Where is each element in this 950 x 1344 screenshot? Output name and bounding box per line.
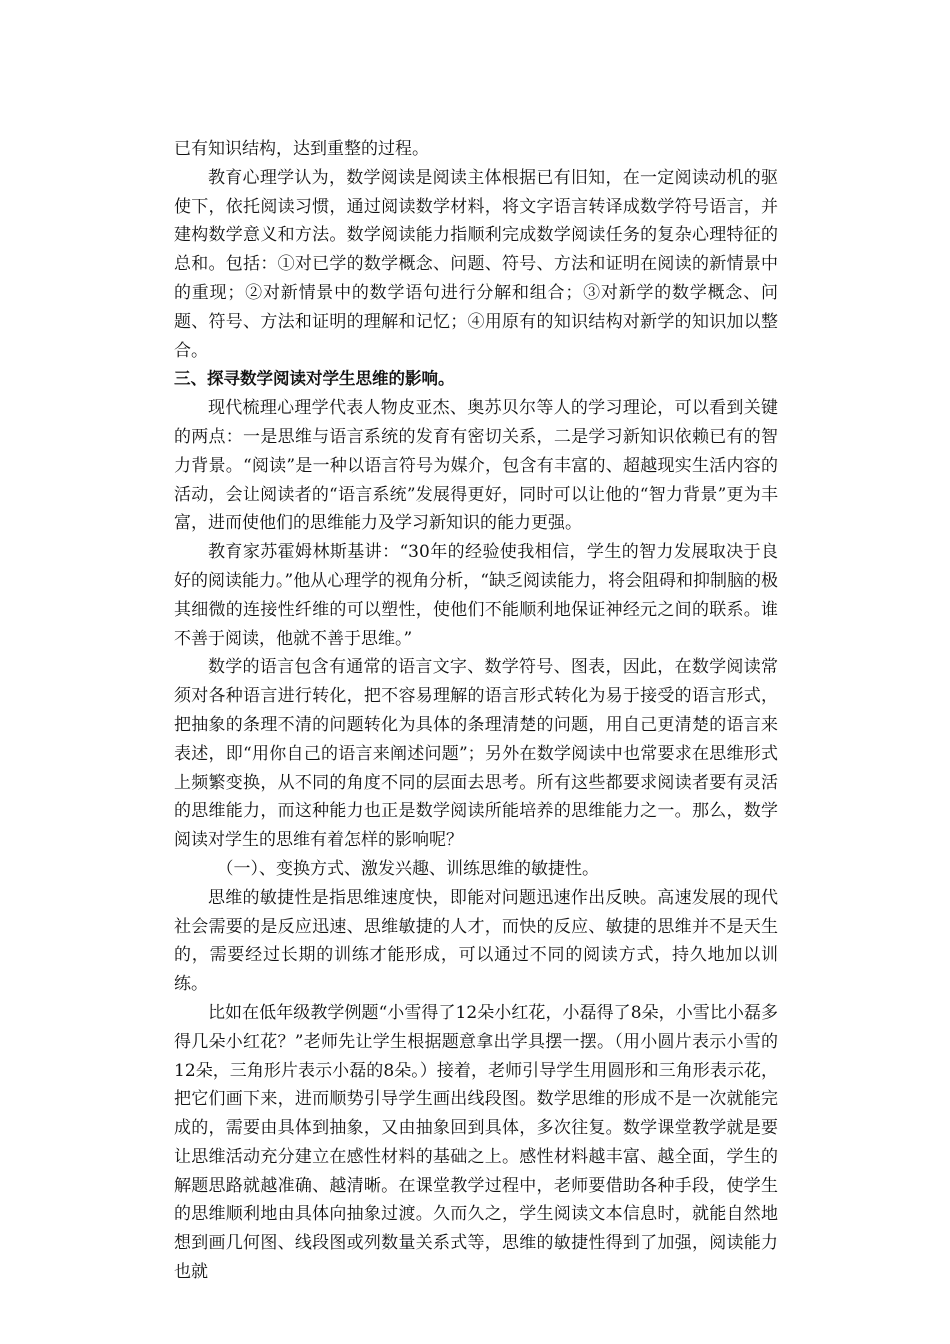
section-heading-3: 三、探寻数学阅读对学生思维的影响。	[174, 369, 455, 389]
subsection-heading-1: （一）、变换方式、激发兴趣、训练思维的敏捷性。	[216, 858, 599, 879]
paragraph-example-lesson: 比如在低年级教学例题“小雪得了12朵小红花，小磊得了8朵，小雪比小磊多得几朵小红花？”老师先让学生根据题意拿出学具摆一摆。（用小圆片表示小雪的12朵，三角形片表示小磊的8朵。）接着，老师引导学生用圆形和三角形表示花，把它们画下来，进而顺势引导学生画出线段图。数学思维的形成不是一次就能完成的，需要由具体到抽象，又由抽象回到具体，多次往复。数学课堂教学就是要让思维活动充分建立在感性材料的基础之上。感性材料越丰富、越全面，学生的解题思路就越准确、越清晰。在课堂教学过程中，老师要借助各种手段，使学生的思维顺利地由具体向抽象过渡。久而久之，学生阅读文本信息时，就能自然地想到画几何图、线段图或列数量关系式等，思维的敏捷性得到了加强，阅读能力也就	[174, 1002, 778, 1283]
paragraph-math-language: 数学的语言包含有通常的语言文字、数学符号、图表，因此，在数学阅读常须对各种语言进行转化，把不容易理解的语言形式转化为易于接受的语言形式，把抽象的条理不清的问题转化为具体的条理清楚的问题，用自己更清楚的语言来表述，即“用你自己的语言来阐述问题”；另外在数学阅读中也常要求在思维形式上频繁变换，从不同的角度不同的层面去思考。所有这些都要求阅读者要有灵活的思维能力，而这种能力也正是数学阅读所能培养的思维能力之一。那么，数学阅读对学生的思维有着怎样的影响呢？	[174, 657, 778, 851]
document-body	[174, 135, 778, 1287]
paragraph-piaget-ausubel: 现代梳理心理学代表人物皮亚杰、奥苏贝尔等人的学习理论，可以看到关键的两点：一是思维与语言系统的发育有密切关系，二是学习新知识依赖已有的智力背景。“阅读”是一种以语言符号为媒介，包含有丰富的、超越现实生活内容的活动，会让阅读者的“语言系统”发展得更好，同时可以让他的“智力背景”更为丰富，进而使他们的思维能力及学习新知识的能力更强。	[174, 398, 778, 534]
paragraph-continuation: 已有知识结构，达到重整的过程。	[174, 139, 429, 159]
paragraph-agility-definition: 思维的敏捷性是指思维速度快，即能对问题迅速作出反映。高速发展的现代社会需要的是反应迅速、思维敏捷的人才，而快的反应、敏捷的思维并不是天生的，需要经过长期的训练才能形成，可以通过不同的阅读方式，持久地加以训练。	[174, 887, 778, 995]
paragraph-psychology-definition: 教育心理学认为，数学阅读是阅读主体根据已有旧知，在一定阅读动机的驱使下，依托阅读习惯，通过阅读数学材料，将文字语言转译成数学符号语言，并建构数学意义和方法。数学阅读能力指顺利完成数学阅读任务的复杂心理特征的总和。包括：①对已学的数学概念、问题、符号、方法和证明在阅读的新情景中的重现；②对新情景中的数学语句进行分解和组合；③对新学的数学概念、问题、符号、方法和证明的理解和记忆；④用原有的知识结构对新学的知识加以整合。	[174, 167, 778, 361]
paragraph-sukhomlinsky: 教育家苏霍姆林斯基讲：“30年的经验使我相信，学生的智力发展取决于良好的阅读能力。”他从心理学的视角分析，“缺乏阅读能力，将会阻碍和抑制脑的极其细微的连接性纤维的可以塑性，使他们不能顺利地保证神经元之间的联系。谁不善于阅读，他就不善于思维。”	[174, 542, 778, 649]
